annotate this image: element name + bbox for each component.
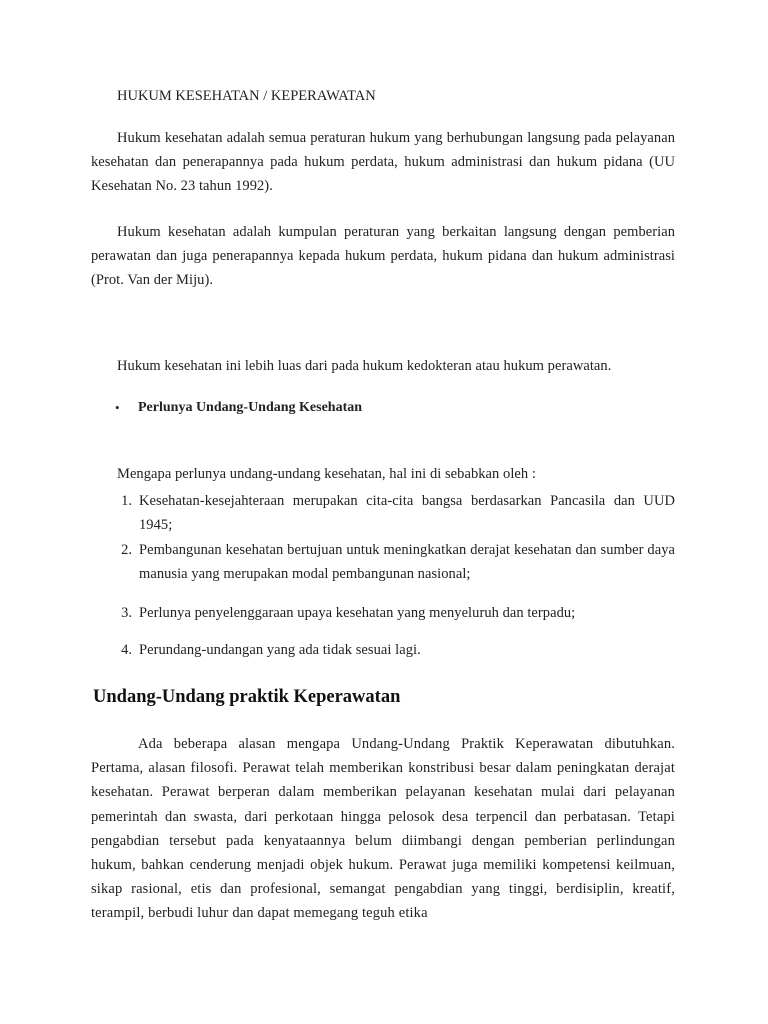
list-number: 4. [121,642,132,658]
paragraph-definition-2: Hukum kesehatan adalah kumpulan peraturan yang berkaitan langsung dengan pemberian perawatan dan juga penerapannya kepada hukum perdata, hukum pidana dan hukum administrasi (Prot. Van der Miju). [91,224,675,288]
paragraph-scope: Hukum kesehatan ini lebih luas dari pada hukum kedokteran atau hukum perawatan. [117,358,612,374]
document-heading: HUKUM KESEHATAN / KEPERAWATAN [117,88,376,104]
section-heading: Undang-Undang praktik Keperawatan [93,687,401,707]
list-text: Pembangunan kesehatan bertujuan untuk meningkatkan derajat kesehatan dan sumber daya manusia yang merupakan modal pembangunan nasional; [139,542,675,582]
list-number: 2. [121,542,132,558]
list-intro: Mengapa perlunya undang-undang kesehatan, hal ini di sebabkan oleh : [117,466,536,482]
list-number: 3. [121,605,132,621]
list-text: Perundang-undangan yang ada tidak sesuai lagi. [139,642,421,658]
list-text: Kesehatan-kesejahteraan merupakan cita-cita bangsa berdasarkan Pancasila dan UUD 1945; [139,493,675,533]
section-paragraph: Ada beberapa alasan mengapa Undang-Undang Praktik Keperawatan dibutuhkan. Pertama, alasan filosofi. Perawat telah memberikan konstribusi besar dalam peningkatan derajat kesehatan. Perawat berperan dalam memberikan pelayanan kesehatan mulai dari pelayanan pemerintah dan swasta, dari perkotaan hingga pelosok desa terpencil dan perbatasan. Tetapi pengabdian tersebut pada kenyataannya belum diimbangi dengan pemberian perlindungan hukum, bahkan cenderung menjadi objek hukum. Perawat juga memiliki kompetensi keilmuan, sikap rasional, etis dan profesional, semangat pengabdian yang tinggi, berdisiplin, kreatif, terampil, berbudi luhur dan dapat memegang teguh etika [91,736,675,922]
bullet-dot-icon: • [115,400,120,415]
bullet-heading: Perlunya Undang-Undang Kesehatan [138,400,363,415]
list-text: Perlunya penyelenggaraan upaya kesehatan yang menyeluruh dan terpadu; [139,605,576,621]
paragraph-definition-1: Hukum kesehatan adalah semua peraturan hukum yang berhubungan langsung pada pelayanan kesehatan dan penerapannya pada hukum perdata, hukum administrasi dan hukum pidana (UU Kesehatan No. 23 tahun 1992). [91,130,675,194]
list-number: 1. [121,493,132,509]
